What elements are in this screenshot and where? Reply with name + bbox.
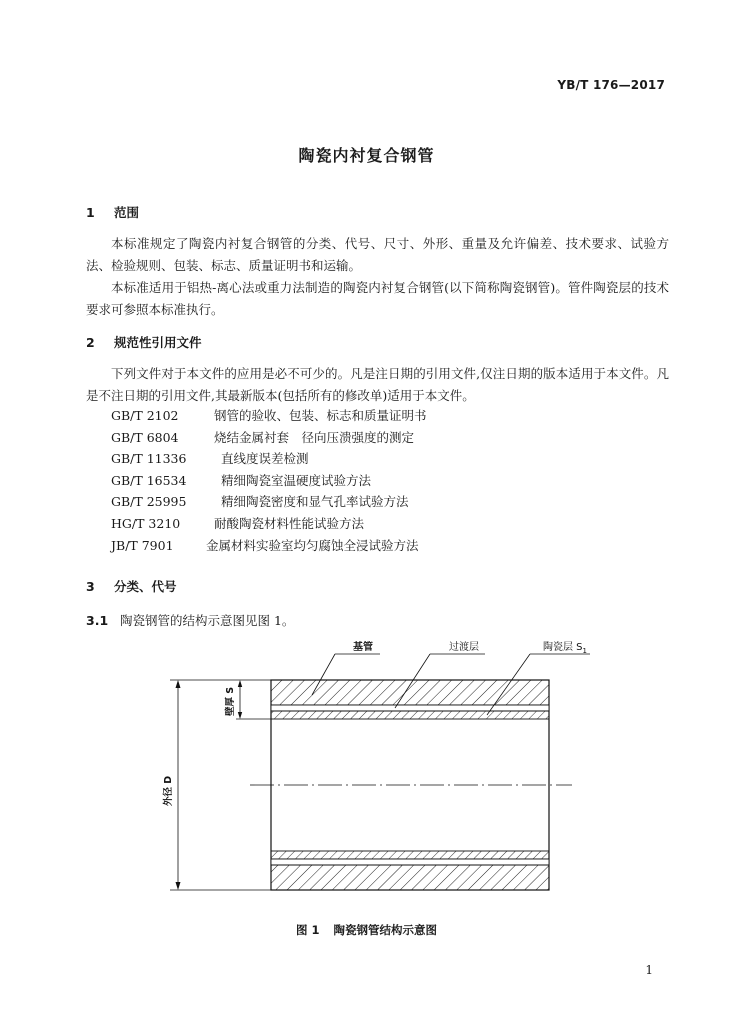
reference-code: JB/T 7901 bbox=[111, 537, 174, 553]
section-1-title: 范围 bbox=[114, 205, 140, 220]
reference-code: GB/T 25995 bbox=[111, 494, 187, 510]
section-1-number: 1 bbox=[86, 205, 95, 220]
section-2-paragraph-1: 下列文件对于本文件的应用是必不可少的。凡是注日期的引用文件,仅注日期的版本适用于本文件。凡是不注日期的引用文件,其最新版本(包括所有的修改单)适用于本文件。 bbox=[86, 366, 669, 403]
reference-name: 烧结金属衬套 径向压溃强度的测定 bbox=[214, 429, 415, 445]
label-outer-diameter: 外径 D bbox=[163, 775, 174, 806]
section-3-title: 分类、代号 bbox=[114, 579, 177, 594]
label-transition-layer: 过渡层 bbox=[449, 642, 479, 653]
reference-code: GB/T 6804 bbox=[111, 429, 179, 445]
reference-code: GB/T 11336 bbox=[111, 451, 187, 467]
section-1-paragraph-1: 本标准规定了陶瓷内衬复合钢管的分类、代号、尺寸、外形、重量及允许偏差、技术要求、试验方法、检验规则、包装、标志、质量证明书和运输。 bbox=[86, 236, 669, 273]
label-base-pipe: 基管 bbox=[353, 642, 373, 653]
reference-name: 金属材料实验室均匀腐蚀全浸试验方法 bbox=[206, 537, 419, 553]
reference-code: HG/T 3210 bbox=[111, 515, 181, 531]
subsection-3-1-text: 陶瓷钢管的结构示意图见图 1。 bbox=[120, 613, 295, 628]
reference-name: 耐酸陶瓷材料性能试验方法 bbox=[214, 515, 365, 531]
figure-caption bbox=[0, 922, 733, 938]
document-title: 陶瓷内衬复合钢管 bbox=[298, 146, 435, 165]
section-3-number: 3 bbox=[86, 579, 95, 594]
reference-name: 直线度误差检测 bbox=[221, 451, 309, 467]
reference-name: 钢管的验收、包装、标志和质量证明书 bbox=[214, 408, 427, 423]
reference-name: 精细陶瓷室温硬度试验方法 bbox=[221, 472, 372, 488]
ceramic-layer-top bbox=[271, 711, 549, 719]
ceramic-layer-bottom bbox=[271, 851, 549, 859]
figure-number: 图 1 bbox=[295, 923, 320, 937]
label-wall-thickness: 壁厚 S bbox=[225, 686, 236, 716]
figure-caption-text: 陶瓷钢管结构示意图 bbox=[333, 923, 437, 937]
section-2-title: 规范性引用文件 bbox=[114, 335, 202, 350]
label-ceramic-layer bbox=[543, 640, 587, 655]
section-2-number: 2 bbox=[86, 335, 95, 350]
page-number: 1 bbox=[645, 963, 653, 977]
reference-code: GB/T 2102 bbox=[111, 408, 179, 423]
label-ceramic-layer-subscript: 1 bbox=[582, 647, 587, 655]
section-1-paragraph-2: 本标准适用于铝热-离心法或重力法制造的陶瓷内衬复合钢管(以下简称陶瓷钢管)。管件陶瓷层的技术要求可参照本标准执行。 bbox=[86, 280, 669, 317]
reference-code: GB/T 16534 bbox=[111, 472, 187, 488]
standard-code: YB/T 176—2017 bbox=[557, 78, 665, 92]
base-pipe-top bbox=[271, 680, 549, 705]
base-pipe-bottom bbox=[271, 865, 549, 890]
transition-layer-bottom bbox=[271, 859, 549, 865]
label-ceramic-layer-text: 陶瓷层 S bbox=[543, 642, 583, 653]
transition-layer-top bbox=[271, 705, 549, 711]
reference-name: 精细陶瓷密度和显气孔率试验方法 bbox=[221, 494, 409, 510]
subsection-3-1-number: 3.1 bbox=[86, 613, 109, 628]
